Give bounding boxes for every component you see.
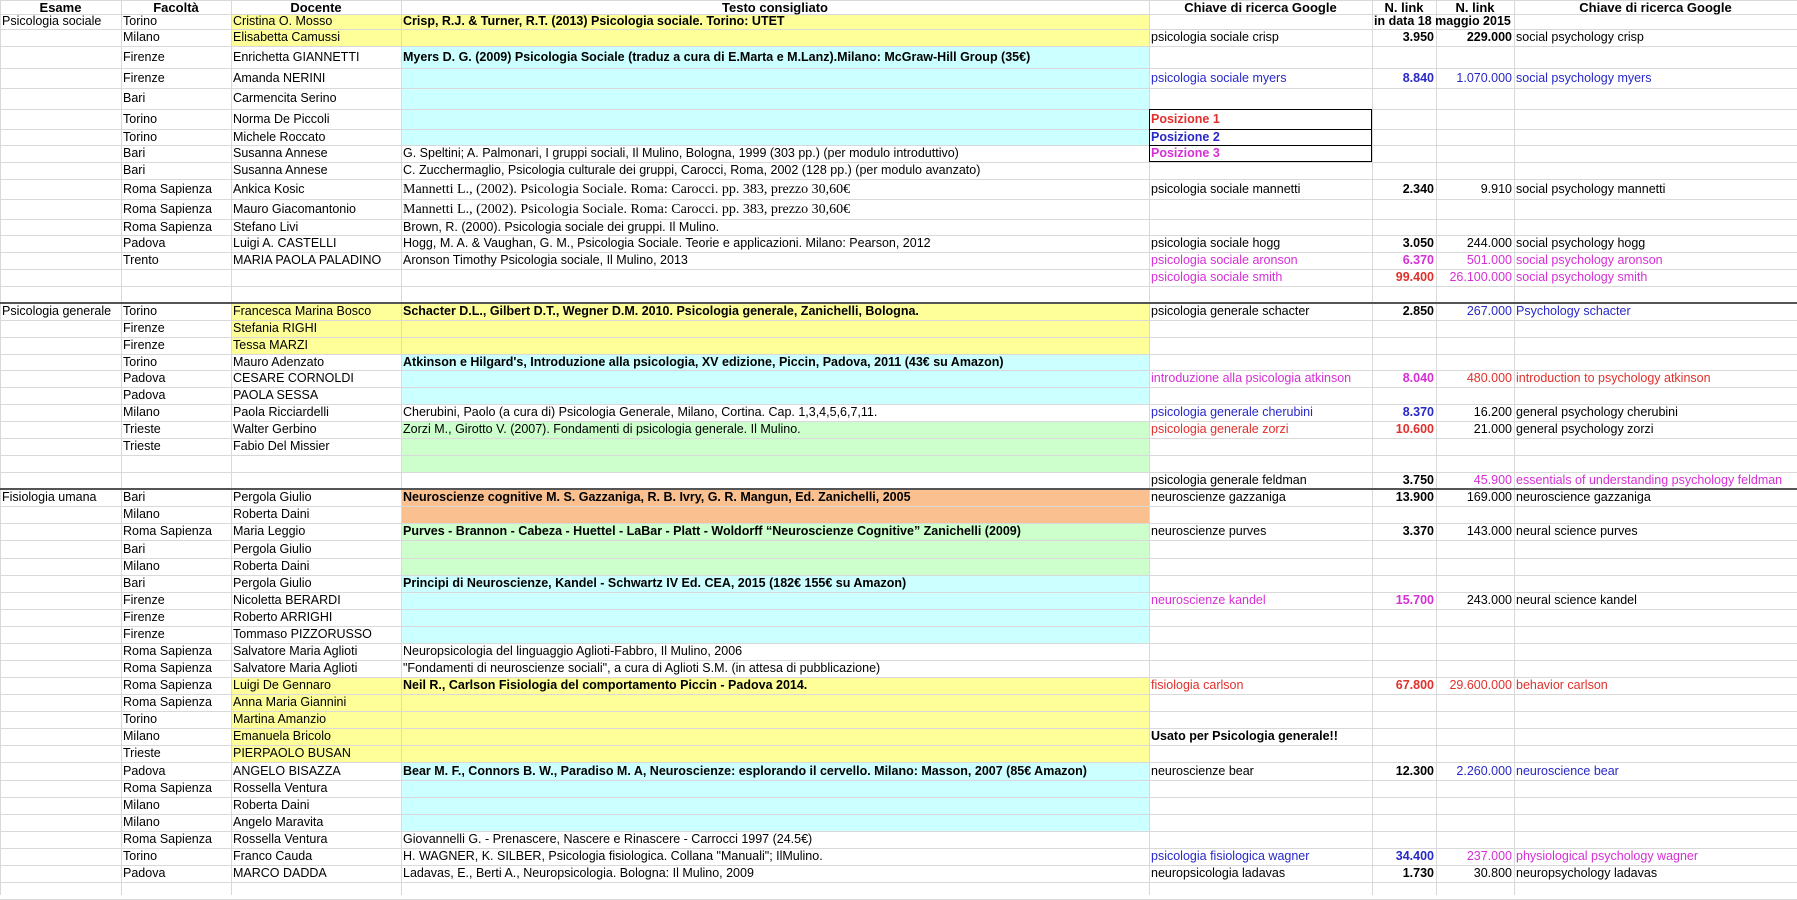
faculty-cell[interactable]: Bari: [123, 146, 146, 160]
link-count-cell[interactable]: 2.340: [1402, 181, 1434, 196]
docente-cell[interactable]: Enrichetta GIANNETTI: [233, 49, 360, 64]
link-count-cell[interactable]: 15.700: [1395, 593, 1434, 607]
docente-cell[interactable]: Rossella Ventura: [233, 832, 328, 846]
link-count-cell[interactable]: 6.370: [1402, 253, 1434, 267]
docente-cell[interactable]: Cristina O. Mosso: [233, 14, 333, 28]
search-key-cell[interactable]: fisiologia carlson: [1151, 678, 1244, 692]
search-key-en-cell[interactable]: social psychology crisp: [1516, 30, 1644, 44]
docente-cell[interactable]: Maria Leggio: [233, 524, 306, 538]
faculty-cell[interactable]: Trieste: [123, 422, 161, 436]
faculty-cell[interactable]: Firenze: [123, 593, 165, 607]
text-cell[interactable]: Neuroscienze cognitive M. S. Gazzaniga, R. B. Ivry, G. R. Mangun, Ed. Zanichelli, 2005: [403, 490, 911, 504]
link-count-en-cell[interactable]: 229.000: [1466, 30, 1512, 44]
docente-cell[interactable]: Angelo Maravita: [233, 815, 324, 829]
docente-cell[interactable]: Tessa MARZI: [233, 338, 309, 352]
docente-cell[interactable]: Carmencita Serino: [233, 91, 337, 105]
link-count-cell[interactable]: 13.900: [1395, 490, 1434, 504]
faculty-cell[interactable]: Bari: [123, 490, 146, 504]
link-count-en-cell[interactable]: 169.000: [1466, 490, 1512, 504]
text-cell[interactable]: "Fondamenti di neuroscienze sociali", a cura di Aglioti S.M. (in attesa di pubblicazione): [403, 661, 881, 675]
search-key-cell[interactable]: psicologia generale cherubini: [1151, 405, 1313, 419]
search-key-en-cell[interactable]: introduction to psychology atkinson: [1516, 371, 1711, 385]
text-cell[interactable]: Hogg, M. A. & Vaughan, G. M., Psicologia Sociale. Teorie e applicazioni. Milano: Pearson, 2012: [403, 236, 931, 250]
row-line: [0, 882, 1797, 883]
faculty-cell[interactable]: Padova: [123, 866, 166, 880]
column-line: [1372, 0, 1373, 895]
search-key-cell[interactable]: psicologia sociale smith: [1151, 270, 1283, 284]
row-line: [0, 286, 1797, 287]
docente-cell[interactable]: Mauro Giacomantonio: [233, 201, 356, 216]
link-count-cell[interactable]: 3.050: [1402, 236, 1434, 250]
docente-cell[interactable]: Anna Maria Giannini: [233, 695, 347, 709]
search-key-en-cell[interactable]: Psychology schacter: [1516, 304, 1631, 318]
docente-cell[interactable]: MARCO DADDA: [233, 866, 327, 880]
link-count-en-cell[interactable]: 9.910: [1480, 181, 1512, 196]
column-line: [401, 0, 402, 895]
faculty-cell[interactable]: Torino: [123, 304, 158, 318]
search-key-en-cell[interactable]: social psychology aronson: [1516, 253, 1663, 267]
faculty-cell[interactable]: Torino: [123, 129, 158, 144]
docente-cell[interactable]: Emanuela Bricolo: [233, 729, 331, 743]
search-key-cell[interactable]: psicologia sociale aronson: [1151, 253, 1298, 267]
faculty-cell[interactable]: Firenze: [123, 49, 165, 64]
docente-cell[interactable]: Fabio Del Missier: [233, 439, 330, 453]
search-key-en-cell[interactable]: neuropsychology ladavas: [1516, 866, 1658, 880]
text-cell[interactable]: Cherubini, Paolo (a cura di) Psicologia Generale, Milano, Cortina. Cap. 1,3,4,5,6,7,11.: [403, 405, 878, 419]
docente-cell[interactable]: Michele Roccato: [233, 129, 326, 144]
docente-cell[interactable]: Pergola Giulio: [233, 576, 312, 590]
docente-cell[interactable]: Pergola Giulio: [233, 541, 312, 556]
text-cell[interactable]: Neil R., Carlson Fisiologia del comportamento Piccin - Padova 2014.: [403, 678, 808, 692]
text-cell[interactable]: Purves - Brannon - Cabeza - Huettel - LaBar - Platt - Woldorff “Neuroscienze Cognitive” Zanichelli (2009): [403, 524, 1021, 538]
link-count-en-cell[interactable]: 501.000: [1466, 253, 1512, 267]
exam-cell[interactable]: Fisiologia umana: [2, 490, 97, 504]
docente-cell[interactable]: Walter Gerbino: [233, 422, 317, 436]
docente-cell[interactable]: Pergola Giulio: [233, 490, 312, 504]
docente-cell[interactable]: Susanna Annese: [233, 146, 328, 160]
search-key-en-cell[interactable]: behavior carlson: [1516, 678, 1608, 692]
row-line: [0, 455, 1797, 456]
faculty-cell[interactable]: Bari: [123, 91, 146, 105]
search-key-en-cell[interactable]: essentials of understanding psychology feldman: [1516, 473, 1783, 487]
link-count-en-cell[interactable]: 45.900: [1473, 473, 1512, 487]
faculty-cell[interactable]: Roma Sapienza: [123, 661, 212, 675]
search-key-cell[interactable]: neuropsicologia ladavas: [1151, 866, 1286, 880]
search-key-en-cell[interactable]: general psychology cherubini: [1516, 405, 1678, 419]
docente-cell[interactable]: Rossella Ventura: [233, 781, 328, 795]
link-count-en-cell[interactable]: 26.100.000: [1449, 270, 1512, 284]
search-key-cell[interactable]: psicologia generale feldman: [1151, 473, 1307, 487]
faculty-cell[interactable]: Padova: [123, 388, 166, 402]
text-cell[interactable]: Brown, R. (2000). Psicologia sociale dei gruppi. Il Mulino.: [403, 219, 720, 234]
search-key-cell[interactable]: neuroscienze kandel: [1151, 593, 1266, 607]
text-cell[interactable]: Mannetti L., (2002). Psicologia Sociale. Roma: Carocci. pp. 383, prezzo 30,60€: [403, 181, 851, 197]
link-count-cell[interactable]: 1.730: [1402, 866, 1434, 880]
text-cell[interactable]: Zorzi M., Girotto V. (2007). Fondamenti di psicologia generale. Il Mulino.: [403, 422, 801, 436]
search-key-cell[interactable]: psicologia sociale hogg: [1151, 236, 1281, 250]
docente-cell[interactable]: PAOLA SESSA: [233, 388, 319, 402]
search-key-cell[interactable]: Usato per Psicologia generale!!: [1151, 729, 1338, 743]
docente-cell[interactable]: Elisabetta Camussi: [233, 30, 340, 44]
search-key-en-cell[interactable]: neural science purves: [1516, 524, 1638, 538]
docente-cell[interactable]: Stefania RIGHI: [233, 321, 318, 335]
column-line: [0, 0, 1, 895]
text-cell[interactable]: Neuropsicologia del linguaggio Aglioti-Fabbro, Il Mulino, 2006: [403, 644, 743, 658]
text-cell[interactable]: Aronson Timothy Psicologia sociale, Il Mulino, 2013: [403, 253, 688, 267]
link-count-cell[interactable]: 99.400: [1395, 270, 1434, 284]
header-cell[interactable]: N. link: [1384, 0, 1424, 15]
link-count-cell[interactable]: 10.600: [1395, 422, 1434, 436]
header-cell[interactable]: Chiave di ricerca Google: [1184, 0, 1337, 15]
docente-cell[interactable]: Susanna Annese: [233, 163, 328, 177]
link-count-cell[interactable]: 3.750: [1402, 473, 1434, 487]
search-key-cell[interactable]: psicologia sociale crisp: [1151, 30, 1279, 44]
text-cell[interactable]: Crisp, R.J. & Turner, R.T. (2013) Psicologia sociale. Torino: UTET: [403, 14, 785, 28]
faculty-cell[interactable]: Padova: [123, 763, 166, 778]
faculty-cell[interactable]: Bari: [123, 541, 146, 556]
text-fill: [401, 506, 1149, 523]
docente-cell[interactable]: Roberta Daini: [233, 798, 310, 812]
column-line: [1514, 0, 1515, 895]
faculty-cell[interactable]: Firenze: [123, 610, 165, 624]
search-key-en-cell[interactable]: physiological psychology wagner: [1516, 849, 1699, 863]
faculty-cell[interactable]: Roma Sapienza: [123, 781, 212, 795]
docente-cell[interactable]: Tommaso PIZZORUSSO: [233, 627, 372, 641]
text-cell[interactable]: Mannetti L., (2002). Psicologia Sociale. Roma: Carocci. pp. 383, prezzo 30,60€: [403, 201, 851, 217]
docente-cell[interactable]: Ankica Kosic: [233, 181, 305, 196]
link-count-cell[interactable]: 34.400: [1395, 849, 1434, 863]
docente-cell[interactable]: Francesca Marina Bosco: [233, 304, 372, 318]
faculty-cell[interactable]: Roma Sapienza: [123, 181, 212, 196]
faculty-cell[interactable]: Torino: [123, 111, 158, 126]
link-count-en-cell[interactable]: 243.000: [1466, 593, 1512, 607]
docente-cell[interactable]: Stefano Livi: [233, 219, 299, 234]
link-count-en-cell[interactable]: 267.000: [1466, 304, 1512, 318]
search-key-en-cell[interactable]: neuroscience bear: [1516, 763, 1619, 778]
link-count-en-cell[interactable]: 1.070.000: [1456, 70, 1512, 85]
faculty-cell[interactable]: Bari: [123, 576, 146, 590]
faculty-cell[interactable]: Trento: [123, 253, 159, 267]
header-cell[interactable]: Facoltà: [153, 0, 199, 15]
docente-cell[interactable]: PIERPAOLO BUSAN: [233, 746, 351, 760]
text-cell[interactable]: Schacter D.L., Gilbert D.T., Wegner D.M. 2010. Psicologia generale, Zanichelli, Bologna.: [403, 304, 919, 318]
header-cell[interactable]: Esame: [39, 0, 82, 15]
search-key-en-cell[interactable]: social psychology hogg: [1516, 236, 1646, 250]
faculty-cell[interactable]: Roma Sapienza: [123, 644, 212, 658]
faculty-cell[interactable]: Milano: [123, 815, 160, 829]
faculty-cell[interactable]: Trieste: [123, 746, 161, 760]
faculty-cell[interactable]: Milano: [123, 559, 160, 573]
search-key-cell[interactable]: psicologia sociale mannetti: [1151, 181, 1301, 196]
text-cell[interactable]: H. WAGNER, K. SILBER, Psicologia fisiologica. Collana "Manuali"; IlMulino.: [403, 849, 823, 863]
link-count-cell[interactable]: 8.840: [1402, 70, 1434, 85]
header-cell[interactable]: N. link: [1455, 0, 1495, 15]
faculty-cell[interactable]: Roma Sapienza: [123, 695, 212, 709]
link-count-en-cell[interactable]: 2.260.000: [1456, 763, 1512, 778]
docente-cell[interactable]: Luigi De Gennaro: [233, 678, 331, 692]
faculty-cell[interactable]: Roma Sapienza: [123, 832, 212, 846]
search-key-en-cell[interactable]: social psychology myers: [1516, 70, 1652, 85]
search-key-en-cell[interactable]: social psychology smith: [1516, 270, 1648, 284]
text-cell[interactable]: Bear M. F., Connors B. W., Paradiso M. A, Neuroscienze: esplorando il cervello. Milano: Masson, 2007 (85€ Amazon): [403, 763, 1087, 778]
link-count-en-cell[interactable]: 30.800: [1473, 866, 1512, 880]
search-key-cell[interactable]: neuroscienze gazzaniga: [1151, 490, 1286, 504]
faculty-cell[interactable]: Bari: [123, 163, 146, 177]
search-key-cell[interactable]: neuroscienze bear: [1151, 763, 1254, 778]
legend-item[interactable]: Posizione 2: [1151, 129, 1220, 144]
faculty-cell[interactable]: Milano: [123, 405, 160, 419]
search-key-en-cell[interactable]: general psychology zorzi: [1516, 422, 1654, 436]
link-count-en-cell[interactable]: 244.000: [1466, 236, 1512, 250]
docente-cell[interactable]: Nicoletta BERARDI: [233, 593, 341, 607]
text-cell[interactable]: Principi di Neuroscienze, Kandel - Schwartz IV Ed. CEA, 2015 (182€ 155€ su Amazon): [403, 576, 907, 590]
link-count-cell[interactable]: 67.800: [1395, 678, 1434, 692]
link-count-cell[interactable]: 8.040: [1402, 371, 1434, 385]
faculty-cell[interactable]: Milano: [123, 729, 160, 743]
link-count-cell[interactable]: 2.850: [1402, 304, 1434, 318]
column-line: [1436, 0, 1437, 895]
exam-cell[interactable]: Psicologia generale: [2, 304, 112, 318]
faculty-cell[interactable]: Roma Sapienza: [123, 201, 212, 216]
docente-cell[interactable]: Norma De Piccoli: [233, 111, 330, 126]
search-key-cell[interactable]: neuroscienze purves: [1151, 524, 1267, 538]
link-count-cell[interactable]: 12.300: [1395, 763, 1434, 778]
search-key-cell[interactable]: introduzione alla psicologia atkinson: [1151, 371, 1352, 385]
docente-cell[interactable]: ANGELO BISAZZA: [233, 763, 341, 778]
docente-cell[interactable]: CESARE CORNOLDI: [233, 371, 354, 385]
faculty-cell[interactable]: Torino: [123, 14, 158, 28]
date-note[interactable]: in data 18 maggio 2015: [1374, 14, 1511, 28]
search-key-cell[interactable]: psicologia sociale myers: [1151, 70, 1287, 85]
link-count-en-cell[interactable]: 480.000: [1466, 371, 1512, 385]
faculty-cell[interactable]: Firenze: [123, 321, 165, 335]
docente-cell[interactable]: Salvatore Maria Aglioti: [233, 644, 358, 658]
docente-cell[interactable]: Paola Ricciardelli: [233, 405, 329, 419]
link-count-cell[interactable]: 3.950: [1402, 30, 1434, 44]
faculty-cell[interactable]: Torino: [123, 849, 158, 863]
faculty-cell[interactable]: Firenze: [123, 627, 165, 641]
docente-cell[interactable]: Luigi A. CASTELLI: [233, 236, 337, 250]
faculty-cell[interactable]: Milano: [123, 798, 160, 812]
link-count-cell[interactable]: 8.370: [1402, 405, 1434, 419]
faculty-cell[interactable]: Padova: [123, 236, 166, 250]
legend-item[interactable]: Posizione 1: [1151, 111, 1220, 126]
faculty-cell[interactable]: Torino: [123, 354, 158, 369]
faculty-cell[interactable]: Torino: [123, 712, 158, 726]
faculty-cell[interactable]: Trieste: [123, 439, 161, 453]
text-cell[interactable]: C. Zucchermaglio, Psicologia culturale dei gruppi, Carocci, Roma, 2002 (128 pp.) (per modulo avanzato): [403, 163, 981, 177]
text-cell[interactable]: Myers D. G. (2009) Psicologia Sociale (traduz a cura di E.Marta e M.Lanz).Milano: McGraw-Hill Group (35€): [403, 49, 1031, 64]
search-key-en-cell[interactable]: neural science kandel: [1516, 593, 1637, 607]
link-count-en-cell[interactable]: 143.000: [1466, 524, 1512, 538]
docente-cell[interactable]: Amanda NERINI: [233, 70, 326, 85]
faculty-cell[interactable]: Firenze: [123, 70, 165, 85]
docente-cell[interactable]: Roberta Daini: [233, 507, 310, 521]
faculty-cell[interactable]: Firenze: [123, 338, 165, 352]
faculty-cell[interactable]: Roma Sapienza: [123, 219, 212, 234]
faculty-cell[interactable]: Padova: [123, 371, 166, 385]
text-cell[interactable]: Giovannelli G. - Prenascere, Nascere e Rinascere - Carrocci 1997 (24.5€): [403, 832, 813, 846]
header-cell[interactable]: Testo consigliato: [722, 0, 828, 15]
search-key-cell[interactable]: psicologia fisiologica wagner: [1151, 849, 1310, 863]
docente-cell[interactable]: Martina Amanzio: [233, 712, 327, 726]
text-cell[interactable]: Ladavas, E., Berti A., Neuropsicologia. Bologna: Il Mulino, 2009: [403, 866, 754, 880]
faculty-cell[interactable]: Roma Sapienza: [123, 678, 212, 692]
docente-cell[interactable]: Franco Cauda: [233, 849, 313, 863]
docente-cell[interactable]: Mauro Adenzato: [233, 354, 325, 369]
legend-item[interactable]: Posizione 3: [1151, 146, 1220, 160]
faculty-cell[interactable]: Milano: [123, 30, 160, 44]
header-cell[interactable]: Docente: [290, 0, 342, 15]
search-key-cell[interactable]: psicologia generale zorzi: [1151, 422, 1289, 436]
link-count-en-cell[interactable]: 21.000: [1473, 422, 1512, 436]
exam-cell[interactable]: Psicologia sociale: [2, 14, 102, 28]
search-key-en-cell[interactable]: social psychology mannetti: [1516, 181, 1666, 196]
docente-cell[interactable]: Salvatore Maria Aglioti: [233, 661, 358, 675]
link-count-en-cell[interactable]: 16.200: [1473, 405, 1512, 419]
link-count-cell[interactable]: 3.370: [1402, 524, 1434, 538]
text-cell[interactable]: Atkinson e Hilgard's, Introduzione alla psicologia, XV edizione, Piccin, Padova, 2011 (43€ su Amazon): [403, 354, 1004, 369]
search-key-cell[interactable]: psicologia generale schacter: [1151, 304, 1310, 318]
link-count-en-cell[interactable]: 237.000: [1466, 849, 1512, 863]
link-count-en-cell[interactable]: 29.600.000: [1449, 678, 1512, 692]
search-key-en-cell[interactable]: neuroscience gazzaniga: [1516, 490, 1651, 504]
docente-cell[interactable]: Roberto ARRIGHI: [233, 610, 333, 624]
header-cell[interactable]: Chiave di ricerca Google: [1579, 0, 1732, 15]
faculty-cell[interactable]: Roma Sapienza: [123, 524, 212, 538]
faculty-cell[interactable]: Milano: [123, 507, 160, 521]
docente-cell[interactable]: MARIA PAOLA PALADINO: [233, 253, 382, 267]
docente-cell[interactable]: Roberta Daini: [233, 559, 310, 573]
text-cell[interactable]: G. Speltini; A. Palmonari, I gruppi sociali, Il Mulino, Bologna, 1999 (303 pp.) (per modulo introduttivo): [403, 146, 959, 160]
